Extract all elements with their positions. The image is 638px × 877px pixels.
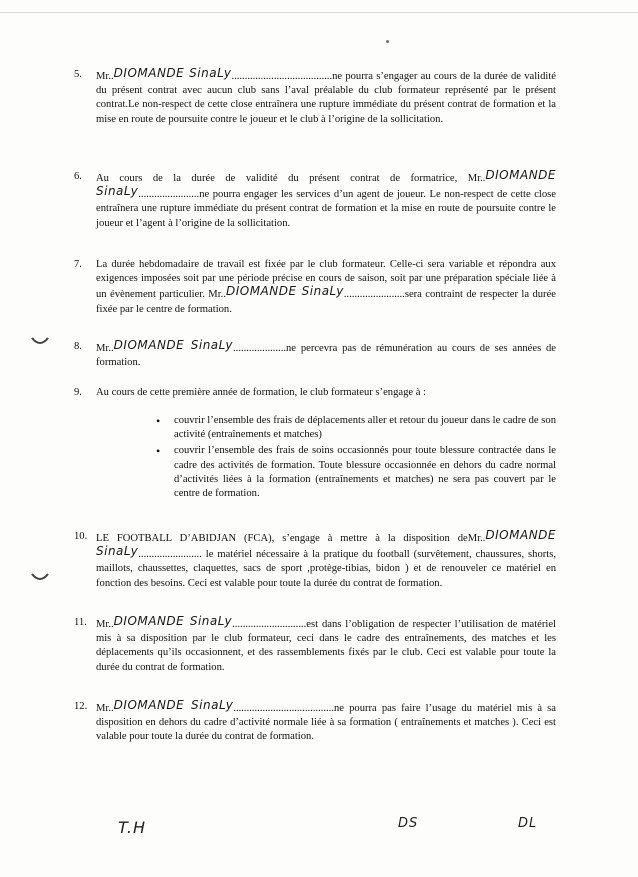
clause-7 — [74, 258, 556, 317]
clause-number: 5. — [74, 69, 82, 80]
bullet-item: • couvrir l’ensemble des frais de soins occasionnés pour toute blessure contractée dans le cadre des activités de formation. Toute blessure occasionnée en dehors du cadre normal d’activités liées à la formation (entraînements et matches) ne sera pas couvert par le centre de formation. — [156, 444, 556, 501]
clause-text-pre: Mr.. — [96, 703, 114, 714]
initials-middle: DS — [398, 816, 419, 831]
handwritten-name: DIOMANDE SinaLy — [113, 66, 232, 80]
clause-5 — [74, 66, 557, 127]
clause-number: 8. — [74, 341, 82, 352]
bullet-item: • couvrir l’ensemble des frais de déplacements aller et retour du joueur dans le cadre de son activité (entraînements et matches) — [156, 414, 556, 442]
clause-text-pre: Mr.. — [96, 619, 114, 630]
margin-punch-mark — [30, 334, 50, 348]
ink-dot — [386, 40, 389, 43]
handwritten-name: DIOMANDE SinaLy — [225, 284, 344, 299]
margin-punch-mark — [30, 570, 50, 584]
clause-text-post: .......................sera contraint de respecter la durée fixée par le centre de formation. — [96, 289, 556, 315]
clause-text-post: ........................ le matériel nécessaire à la pratique du football (survêtement, chaussures, shorts, maillots, chaussettes, claquettes, sacs de sport ,protège-tibias, bidon ) et de renouveler ce matériel en fonction des besoins. Ceci est valable pour toute la durée du contrat de formation. — [96, 549, 556, 589]
clause-text-post: ......................................ne pourra pas faire l’usage du matériel mis à sa disposition en dehors du cadre d’activité normale liée à sa formation ( entraînements et matches ). Ceci est valable pour toute la durée du contrat de formation. — [96, 703, 557, 743]
clause-text-pre: LE FOOTBALL D’ABIDJAN (FCA), s’engage à mettre à la disposition deMr.. — [96, 533, 486, 544]
initials-right: DL — [518, 816, 538, 831]
clause-text-post: .......................ne pourra engager les services d’un agent de joueur. Le non-respect de cette close entraînera une rupture immédiate du présent contrat de formation et la mise en route de poursuite contre le joueur et l’agent à l’origine de la sollicitation. — [96, 189, 556, 229]
clause-10 — [74, 528, 556, 591]
clause-11 — [74, 614, 557, 675]
handwritten-name: DIOMANDE SinaLy — [96, 528, 556, 559]
clause-intro: Au cours de cette première année de formation, le club formateur s’engage à : — [96, 387, 427, 398]
initials-left: T.H — [118, 818, 146, 837]
clause-9-bullets — [156, 414, 556, 503]
clause-8 — [74, 338, 557, 370]
clause-text-post: ....................ne percevra pas de rémunération au cours de ses années de formation. — [96, 343, 557, 369]
clause-number: 11. — [74, 617, 87, 628]
clause-text-pre: Au cours de la durée de validité du présent contrat de formatrice, Mr.. — [96, 173, 486, 184]
clause-text-post: ............................est dans l’obligation de respecter l’utilisation de matériel mis à sa disposition par le club formateur, ceci dans le cadre des entraînements, des matches et les déplacements qu’ils occasionnent, et des rassemblements fixés par le club. Ceci est valable pour toute la durée du contrat de formation. — [96, 619, 557, 673]
clause-number: 12. — [74, 701, 88, 712]
clause-text-pre: Mr.. — [96, 343, 114, 354]
handwritten-name: DIOMANDE SinaLy — [113, 698, 234, 712]
handwritten-name: DIOMANDE SinaLy — [113, 338, 234, 352]
clause-text-post: ......................................ne pourra s’engager au cours de la durée de validité du présent contrat avec aucun club sans l’aval préalable du club formateur représenté par le présent contrat.Le non-respect de cette close entraînera une rupture immédiate du présent contrat de formation et la mise en route de poursuite contre le joueur et le club à l’origine de la sollicitation. — [96, 71, 557, 125]
clause-6 — [74, 168, 556, 231]
clause-text-pre: La durée hebdomadaire de travail est fixée par le club formateur. Celle-ci sera variable et répondra aux exigences imposées soit par une période précise en cours de saison, soit par une préparation spéciale liée à un évènement particulier. Mr.. — [96, 259, 556, 301]
clause-9 — [74, 386, 556, 400]
clause-text-pre: Mr.. — [96, 71, 114, 82]
clause-number: 10. — [74, 531, 88, 542]
clause-number: 6. — [74, 171, 82, 182]
page-fold-line — [0, 0, 638, 13]
handwritten-name: DIOMANDE SinaLy — [113, 614, 233, 628]
handwritten-name: DIOMANDE SinaLy — [96, 168, 556, 199]
clause-number: 7. — [74, 259, 82, 270]
clause-12 — [74, 698, 557, 745]
bullet-list — [156, 414, 556, 501]
clause-number: 9. — [74, 387, 82, 398]
